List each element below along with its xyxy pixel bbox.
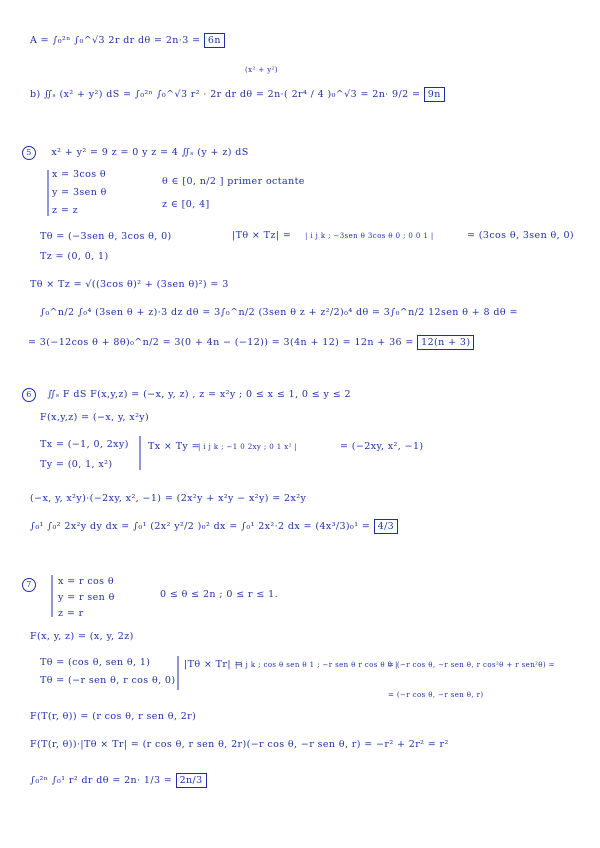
p5-cross-label: |Tθ × Tz| = xyxy=(232,230,292,241)
p7-answer-box: 2n/3 xyxy=(176,773,207,788)
p5-param-x: x = 3cos θ xyxy=(52,169,107,180)
p6-integral: ∫₀¹ ∫₀² 2x²y dy dx = ∫₀¹ (2x² y²/2 )₀² dx = ∫₀¹ 2x²·2 dx = (4x³/3)₀¹ = xyxy=(30,521,371,532)
area-answer-box: 6n xyxy=(204,33,225,48)
problem-5-number: 5 xyxy=(22,146,36,160)
p7-range: 0 ≤ θ ≤ 2n ; 0 ≤ r ≤ 1. xyxy=(160,589,279,600)
p6-cross-matrix: | i j k ; −1 0 2xy ; 0 1 x² | xyxy=(198,443,298,451)
p5-param-y: y = 3sen θ xyxy=(52,187,107,198)
p5-cross-result: = (3cos θ, 3sen θ, 0) xyxy=(467,230,575,241)
p5-integral: ∫₀^n/2 ∫₀⁴ (3sen θ + z)·3 dz dθ = 3∫₀^n/2 (3sen θ z + z²/2)₀⁴ dθ = 3∫₀^n/2 12sen θ + 8 dθ = xyxy=(40,307,518,318)
p6-answer-box: 4/3 xyxy=(374,519,399,534)
p7-param-x: x = r cos θ xyxy=(58,576,114,587)
p5-norm: Tθ × Tz = √((3cos θ)² + (3sen θ)²) = 3 xyxy=(30,279,229,290)
p6-t-x: Tx = (−1, 0, 2xy) xyxy=(40,439,129,450)
substitution-note: (x² + y²) xyxy=(245,66,278,74)
p5-t-z: Tz = (0, 0, 1) xyxy=(40,251,109,262)
problem-7-number: 7 xyxy=(22,578,36,592)
p6-f-substituted: F(x,y,z) = (−x, y, x²y) xyxy=(40,412,150,423)
p6-t-y: Ty = (0, 1, x²) xyxy=(40,459,113,470)
p7-param-y: y = r sen θ xyxy=(58,592,115,603)
p7-cross-matrix: | i j k ; cos θ sen θ 1 ; −r sen θ r cos θ 0 | xyxy=(235,661,398,669)
p6-dot-product: (−x, y, x²y)·(−2xy, x², −1) = (2x²y + x²y − x²y) = 2x²y xyxy=(30,493,307,504)
problem-6-number: 6 xyxy=(22,388,36,402)
part-b-integral: b) ∬ₛ (x² + y²) dS = ∫₀²ⁿ ∫₀^√3 r² · 2r dr dθ = 2n·( 2r⁴ / 4 )₀^√3 = 2n· 9/2 = xyxy=(30,89,421,100)
p6-cross-result: = (−2xy, x², −1) xyxy=(340,441,424,452)
part-b-answer-box: 9n xyxy=(424,87,445,102)
p5-result: = 3(−12cos θ + 8θ)₀^n/2 = 3(0 + 4n − (−12)) = 3(4n + 12) = 12n + 36 = xyxy=(28,337,414,348)
p7-cross-label: |Tθ × Tr| = xyxy=(184,659,243,670)
problem-6-statement: ∬ₛ F dS F(x,y,z) = (−x, y, z) , z = x²y ; 0 ≤ x ≤ 1, 0 ≤ y ≤ 2 xyxy=(47,389,351,400)
p5-answer-box: 12(n + 3) xyxy=(417,335,474,350)
p7-t-theta: Tθ = (cos θ, sen θ, 1) xyxy=(40,657,151,668)
p7-t-r: Tθ = (−r sen θ, r cos θ, 0) xyxy=(40,675,176,686)
p7-integral: ∫₀²ⁿ ∫₀¹ r² dr dθ = 2n· 1/3 = xyxy=(30,775,173,786)
p5-cross-matrix: | i j k ; −3sen θ 3cos θ 0 ; 0 0 1 | xyxy=(305,232,434,240)
problem-5-statement: x² + y² = 9 z = 0 y z = 4 ∬ₛ (y + z) dS xyxy=(51,147,249,158)
p7-f-substituted: F(T(r, θ)) = (r cos θ, r sen θ, 2r) xyxy=(30,711,197,722)
p7-field: F(x, y, z) = (x, y, 2z) xyxy=(30,631,134,642)
p7-cross-result-2: = (−r cos θ, −r sen θ, r) xyxy=(388,691,484,699)
p7-param-z: z = r xyxy=(58,608,84,619)
p6-cross-label: Tx × Ty = xyxy=(148,441,200,452)
p5-param-z: z = z xyxy=(52,205,79,216)
p7-cross-result-1: = (−r cos θ, −r sen θ, r cos²θ + r sen²θ) = xyxy=(388,661,555,669)
p5-t-theta: Tθ = (−3sen θ, 3cos θ, 0) xyxy=(40,231,172,242)
area-integral: A = ∫₀²ⁿ ∫₀^√3 2r dr dθ = 2n·3 = xyxy=(30,35,201,46)
p5-theta-range: θ ∈ [0, n/2 ] primer octante xyxy=(162,176,305,187)
p5-z-range: z ∈ [0, 4] xyxy=(162,199,210,210)
p7-dot-product: F(T(r, θ))·|Tθ × Tr| = (r cos θ, r sen θ, 2r)(−r cos θ, −r sen θ, r) = −r² + 2r² = r² xyxy=(30,739,449,750)
